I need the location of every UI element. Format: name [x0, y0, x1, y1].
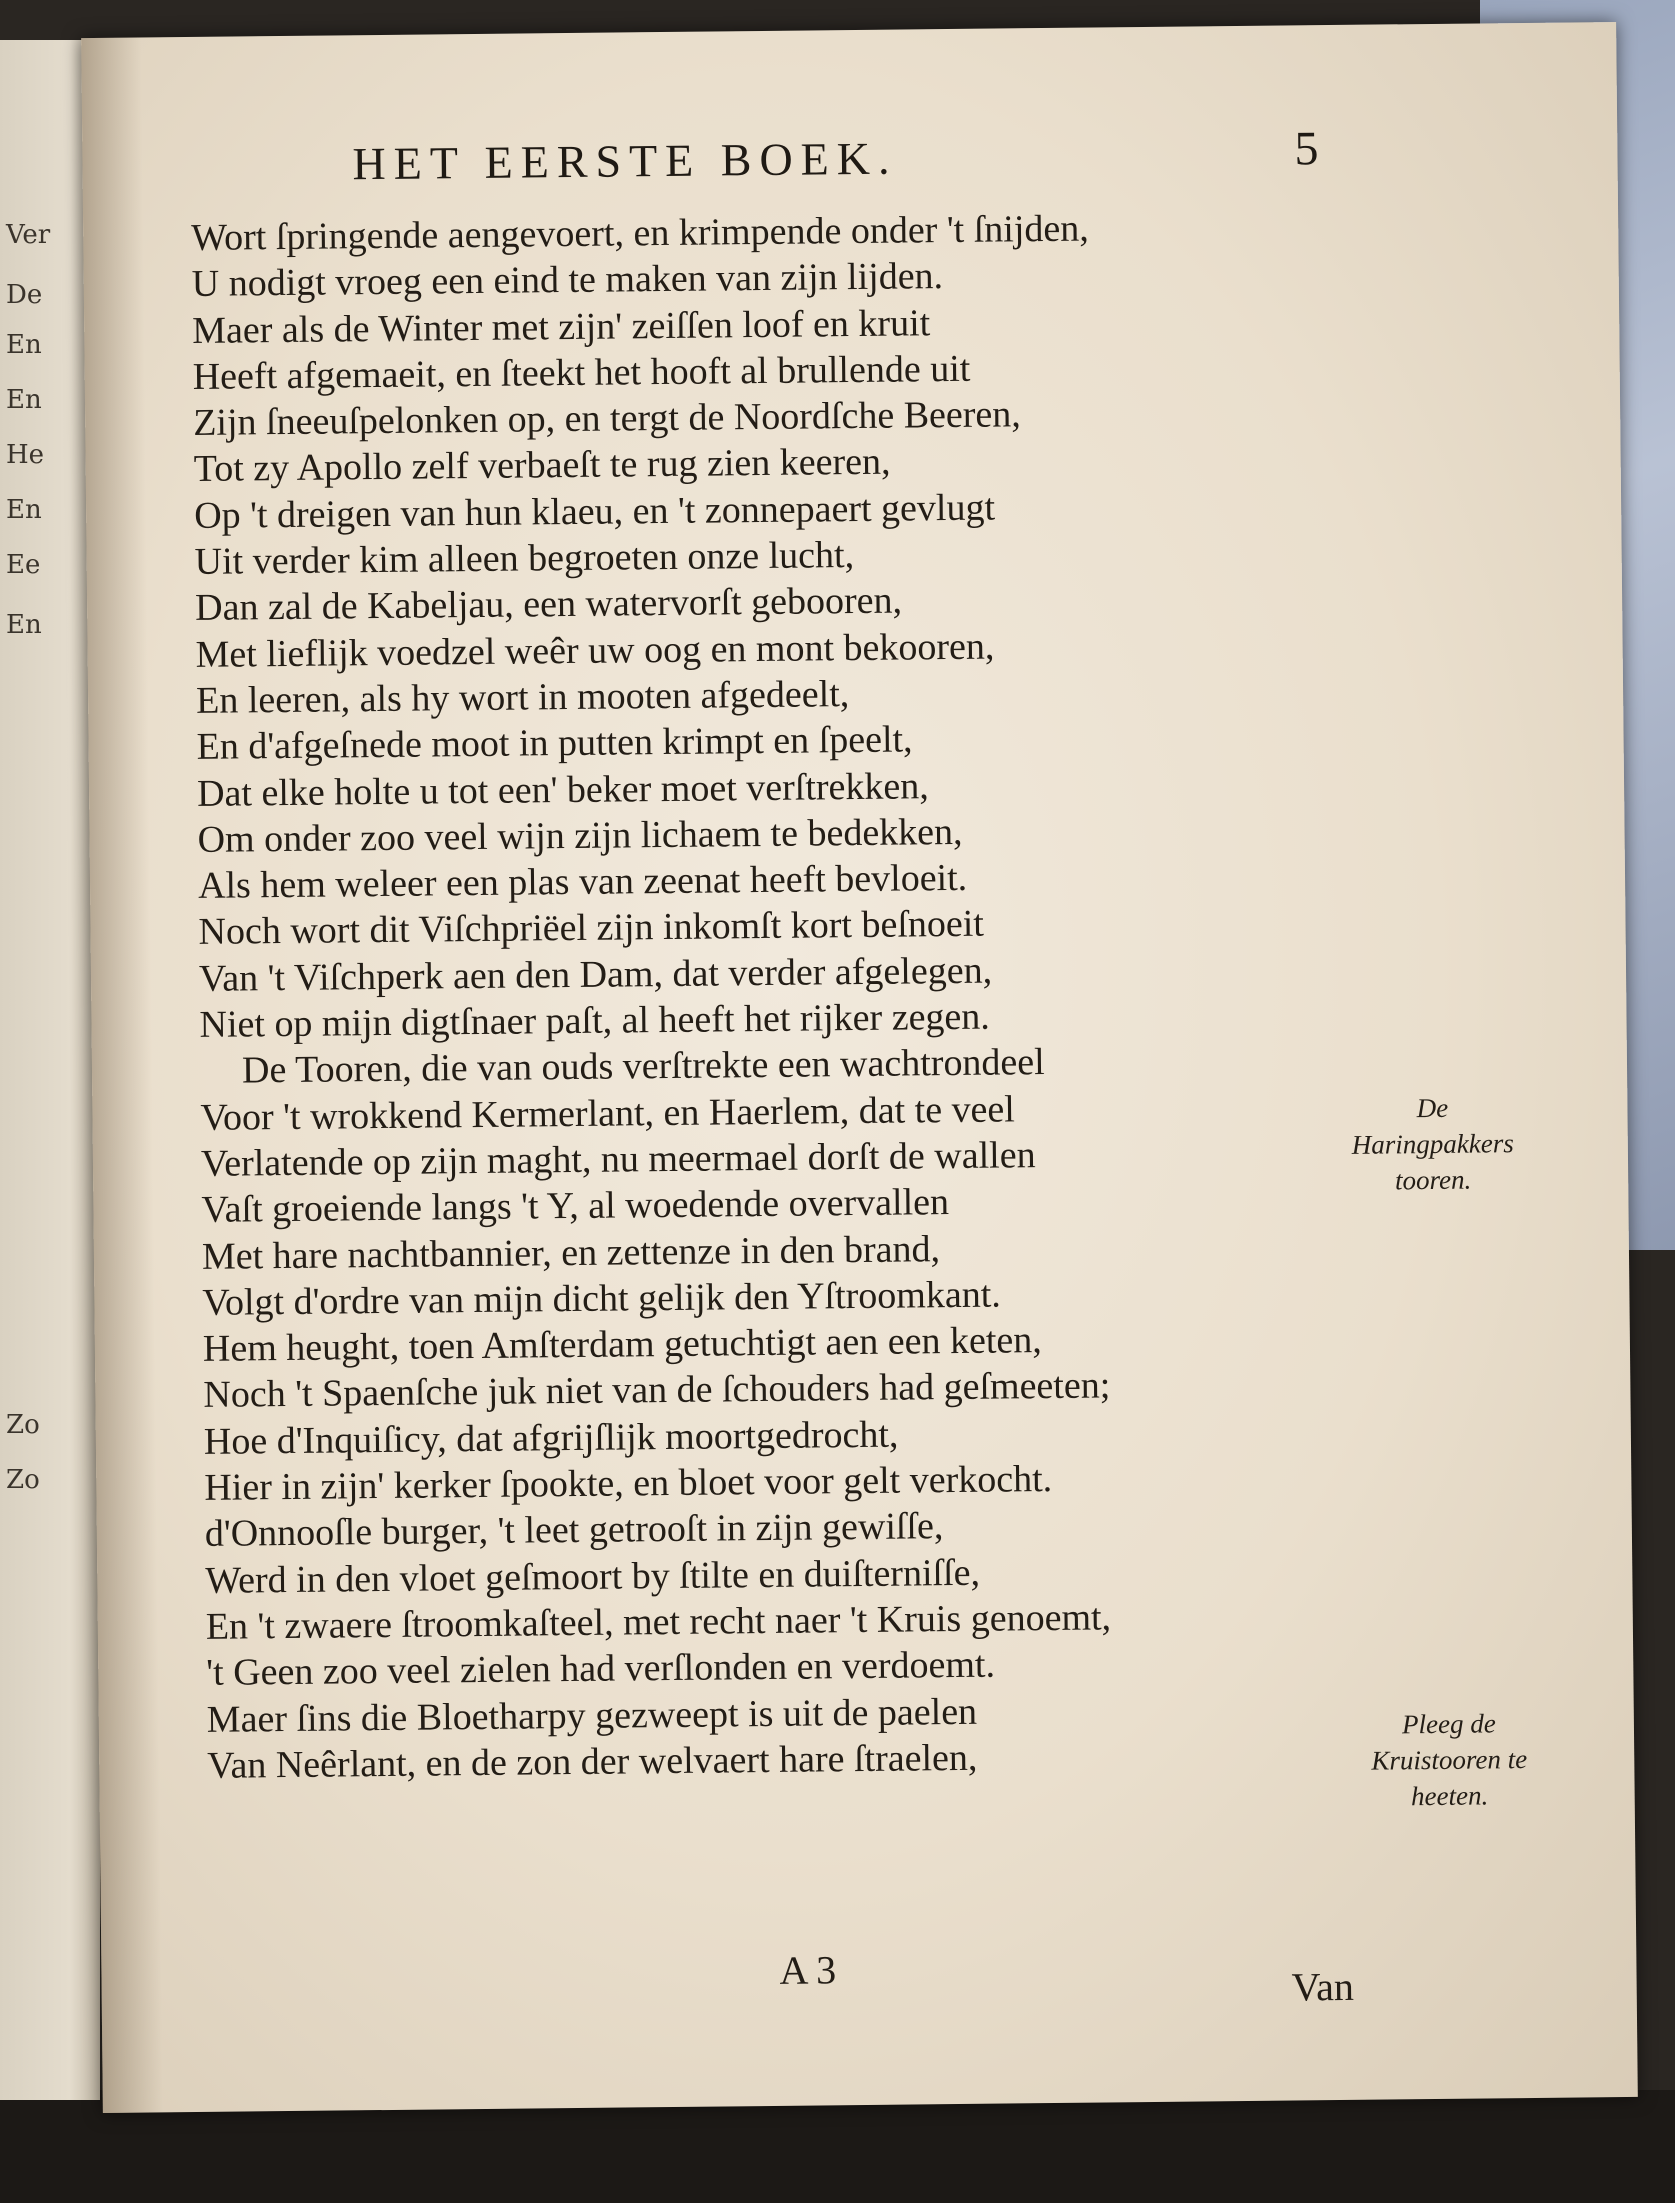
verse-line: U nodigt vroeg een eind te maken van zijn lijden.: [191, 255, 944, 306]
verse-line: En leeren, als hy wort in mooten afgedeelt,: [195, 673, 850, 722]
verse-line: Voor 't wrokkend Kermerlant, en Haerlem, dat te veel: [200, 1088, 1016, 1139]
left-page-fragment: Ver: [6, 220, 51, 250]
book-page: [81, 22, 1638, 2113]
verse-text: [191, 203, 1387, 1789]
verse-line: Volgt d'ordre van mijn dicht gelijk den Yſtroomkant.: [202, 1273, 1001, 1324]
running-head: HET EERSTE BOEK.: [352, 132, 898, 190]
verse-line: Zijn ſneeuſpelonken op, en tergt de Noordſche Beeren,: [192, 393, 1022, 445]
left-page-fragment: En: [6, 330, 42, 360]
verse-line: Noch 't Spaenſche juk niet van de ſchouders had geſmeeten;: [203, 1364, 1111, 1417]
verse-line: De Tooren, die van ouds verſtrekte een wachtrondeel: [241, 1041, 1045, 1092]
verse-line: Hem heught, toen Amſterdam getuchtigt aen een keten,: [202, 1319, 1042, 1371]
verse-line: Uit verder kim alleen begroeten onze lucht,: [194, 534, 855, 584]
left-page-fragment: En: [6, 385, 42, 415]
verse-line: Wort ſpringende aengevoert, en krimpende onder 't ſnijden,: [191, 207, 1089, 259]
verse-line: 't Geen zoo veel zielen had verſlonden en verdoemt.: [206, 1643, 996, 1695]
verse-line: Maer als de Winter met zijn' zeiſſen loof en kruit: [192, 301, 931, 352]
verse-line: Heeft afgemaeit, en ſteekt het hooft al brullende uit: [192, 347, 971, 398]
verse-line: Met hare nachtbannier, en zettenze in den brand,: [201, 1227, 941, 1278]
verse-line: Werd in den vloet geſmoort by ſtilte en duiſterniſſe,: [205, 1551, 981, 1602]
signature-mark: A 3: [779, 1947, 837, 1993]
verse-line: Om onder zoo veel wijn zijn lichaem te bedekken,: [197, 810, 963, 861]
verse-line: Hoe d'Inquiſicy, dat afgrijſlijk moortgedrocht,: [203, 1413, 899, 1463]
left-page-fragment: Zo: [6, 1410, 40, 1440]
verse-line: Niet op mijn digtſnaer paſt, al heeft het rijker zegen.: [199, 995, 991, 1046]
verse-line: Verlatende op zijn maght, nu meermael dorſt de wallen: [200, 1134, 1036, 1185]
verse-line: Hier in zijn' kerker ſpookte, en bloet voor gelt verkocht.: [204, 1458, 1053, 1509]
verse-line: Op 't dreigen van hun klaeu, en 't zonnepaert gevlugt: [193, 486, 996, 537]
margin-note-kruistooren: Pleeg de Kruistooren te heeten.: [1371, 1708, 1528, 1812]
verse-line: Dat elke holte u tot een' beker moet verſtrekken,: [196, 764, 930, 815]
verse-line: En d'afgeſnede moot in putten krimpt en ſpeelt,: [196, 718, 913, 769]
left-page-fragment: De: [6, 280, 43, 310]
verse-line: Van Neêrlant, en de zon der welvaert hare ſtraelen,: [207, 1736, 978, 1787]
left-page-fragment: Ee: [6, 550, 41, 580]
left-page-fragment: En: [6, 610, 42, 640]
left-page-fragment: He: [6, 440, 45, 470]
left-page-fragment: Zo: [6, 1465, 40, 1495]
verse-line: Noch wort dit Viſchpriëel zijn inkomſt kort beſnoeit: [198, 903, 985, 954]
verse-line: d'Onnooſle burger, 't leet getrooſt in zijn gewiſſe,: [204, 1505, 944, 1556]
verse-line: Maer ſins die Bloetharpy gezweept is uit de paelen: [206, 1690, 978, 1741]
verse-line: Tot zy Apollo zelf verbaeſt te rug zien keeren,: [193, 441, 891, 491]
verse-line: Vaſt groeiende langs 't Y, al woedende overvallen: [201, 1181, 950, 1232]
verse-line: Dan zal de Kabeljau, een watervorſt gebooren,: [194, 579, 903, 630]
catchword: Van: [1291, 1963, 1355, 2010]
margin-note-haringpakkers: De Haringpakkers tooren.: [1351, 1092, 1514, 1196]
left-page-fragment: En: [6, 495, 42, 525]
verse-line: Als hem weleer een plas van zeenat heeft bevloeit.: [197, 857, 968, 908]
verse-line: Van 't Viſchperk aen den Dam, dat verder afgelegen,: [198, 949, 993, 1000]
page-number: 5: [1294, 122, 1319, 176]
verse-line: En 't zwaere ſtroomkaſteel, met recht naer 't Kruis genoemt,: [205, 1596, 1112, 1648]
verse-line: Met lieflijk voedzel weêr uw oog en mont bekooren,: [195, 625, 995, 676]
